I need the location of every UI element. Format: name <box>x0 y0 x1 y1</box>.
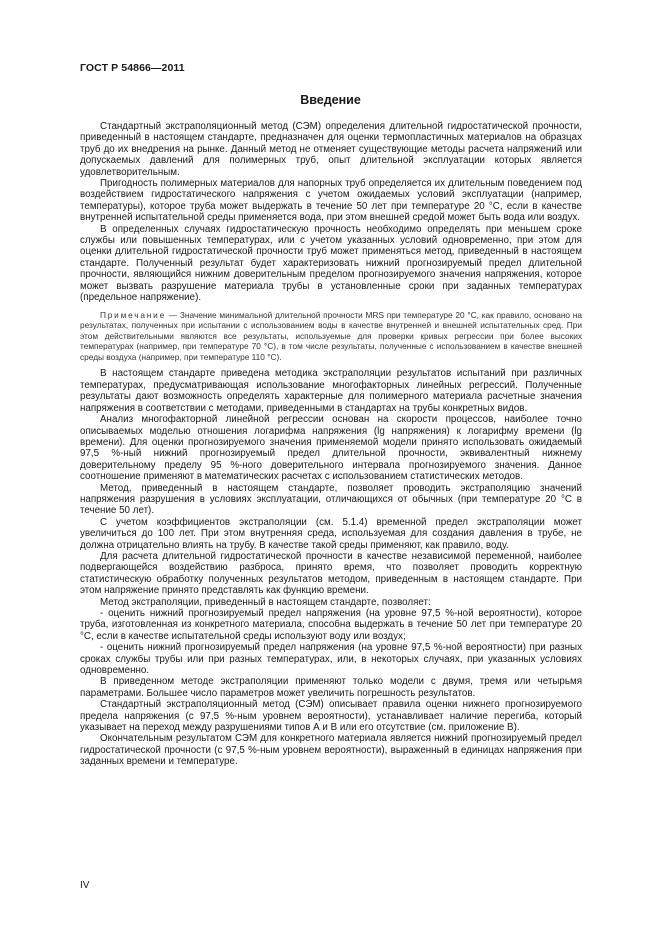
list-item: - оценить нижний прогнозируемый предел напряжения (на уровне 97,5 %-ной вероятности) при разных сроках службы трубы или при разных температурах, или, в некоторых случаях, при указанных условиях одновременно. <box>80 642 582 677</box>
paragraph: В настоящем стандарте приведена методика экстраполяции результатов испытаний при различных температурах, предусматривающая использование многофакторных линейных регрессий. Полученные результаты дают возможность определять характерные для полимерного материала расчетные значения напряжения в соответствии с методами, приведенными в стандартах на трубы конкретных видов. <box>80 368 582 414</box>
paragraph: Метод, приведенный в настоящем стандарте, позволяет проводить экстраполяцию значений напряжения разрушения в условиях эксплуатации, отличающихся от обычных (при температуре 20 °С в течение 50 лет). <box>80 482 582 517</box>
paragraph: Окончательным результатом СЭМ для конкретного материала является нижний прогнозируемый предел гидростатической прочности (с 97,5 %-ным уровнем вероятности), выраженный в единицах напряжения при заданных времени и температуре. <box>80 733 582 768</box>
paragraph: Анализ многофакторной линейной регрессии основан на скорости процессов, наиболее точно описываемых моделью отношения логарифма напряжения (lg напряжения) к логарифму времени (lg времени). Для оценки прогнозируемого значения применяемой модели принято использовать ожидаемый 97,5 %-ный нижний прогнозируемый предел длительной прочности, эквивалентный нижнему доверительному пределу 95 %-ного доверительного интервала прогнозируемого значения. Данное соотношение применяют в математических расчетах с использованием статистических методов. <box>80 414 582 483</box>
paragraph: С учетом коэффициентов экстраполяции (см. 5.1.4) временной предел экстраполяции может увеличиться до 100 лет. При этом внутренняя среда, используемая для создания давления в трубе, не должна отрицательно влиять на трубу. В качестве такой среды применяют, как правило, воду. <box>80 516 582 551</box>
paragraph: В приведенном методе экстраполяции применяют только модели с двумя, тремя или четырьмя параметрами. Большее число параметров может увеличить погрешность результатов. <box>80 676 582 699</box>
body-text <box>80 121 582 768</box>
note-text: — Значение минимальной длительной прочности MRS при температуре 20 °С, как правило, основано на результатах, полученных при испытании с использованием воды в качестве внутренней и внешней испытательных сред. При этом действительными являются все результаты, используемые для проверки кривых регрессии при более высоких температурах (например, при температуре 70 °С), в том числе результаты, полученные с использованием в качестве внешней среды воздуха (например, при температуре 110 °С). <box>80 309 582 362</box>
note-label: Примечание <box>100 309 167 320</box>
paragraph: Метод экстраполяции, приведенный в настоящем стандарте, позволяет: <box>100 596 431 608</box>
note-paragraph <box>80 310 582 363</box>
list-item: - оценить нижний прогнозируемый предел напряжения (на уровне 97,5 %-ной вероятности), которое труба, изготовленная из конкретного материала, способна выдержать в течение 50 лет при температуре 20 °С, если в качестве испытательной среды используют воду или воздух; <box>80 608 582 642</box>
paragraph: В определенных случаях гидростатическую прочность необходимо определять при меньшем сроке службы или повышенных температурах, или с учетом указанных условий одновременно, при этом для оценки длительной гидростатической прочности труб может применяться метод, приведенный в настоящем стандарте. Полученный результат будет характеризовать нижний прогнозируемый предел длительной прочности, являющийся нижним доверительным пределом прогнозируемого значения напряжения, которое может вызвать разрушение материала трубы в установленные сроки при заданных температурах (предельное напряжение). <box>80 223 582 304</box>
section-title: Введение <box>300 93 361 107</box>
paragraph: Стандартный экстраполяционный метод (СЭМ) описывает правила оценки нижнего прогнозируемого предела напряжения (с 97,5 %-ным уровнем вероятности), устанавливает наличие перегиба, который указывает на переход между разрушениями типов А и В или его отсутствие (см. приложение В). <box>80 699 582 734</box>
document-id-header: ГОСТ Р 54866—2011 <box>80 62 185 74</box>
paragraph: Пригодность полимерных материалов для напорных труб определяется их длительным поведением под воздействием гидростатического напряжения с учетом ожидаемых условий эксплуатации (например, температуры), которое труба может выдержать в течение 50 лет при температуре 20 °С, если в качестве внутренней испытательной среды применяется вода, при этом внешней средой может быть вода или воздух. <box>80 178 582 224</box>
page-number: IV <box>80 880 90 891</box>
paragraph: Стандартный экстраполяционный метод (СЭМ) определения длительной гидростатической прочности, приведенный в настоящем стандарте, предназначен для оценки термопластичных материалов на образцах труб до их внедрения на рынке. Данный метод не отменяет существующие методы расчета напряжений или допускаемых давлений для полимерных труб, опыт длительной эксплуатации которых является удовлетворительным. <box>80 121 582 178</box>
paragraph: Для расчета длительной гидростатической прочности в качестве независимой переменной, наиболее подвергающейся воздействию разброса, принято время, что позволяет проводить корректную статистическую обработку полученных результатов методом, приведенным в настоящем стандарте. При этом напряжение принято представлять как функцию времени. <box>80 550 582 597</box>
